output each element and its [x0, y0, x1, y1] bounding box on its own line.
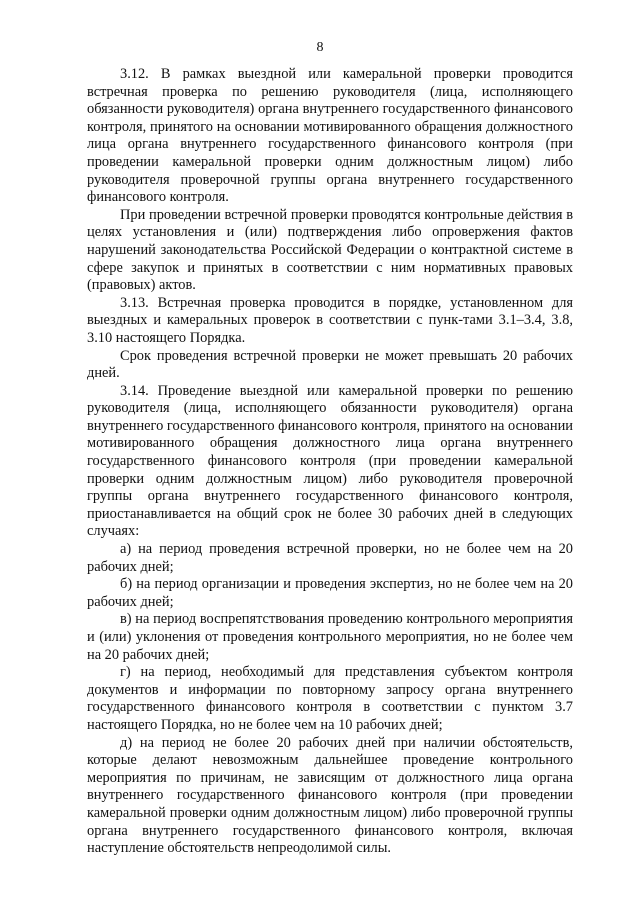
paragraph-3-12: 3.12. В рамках выездной или камеральной проверки проводится встречная проверка по решению руководителя (лица, исполняющего обязанности руководителя) органа внутреннего государственного финансового контроля, принятого на основании мотивированного обращения должностного лица органа внутреннего государственного финансового контроля (при проведении камеральной проверки одним должностным лицом) либо руководителя проверочной группы органа внутреннего государственного финансового контроля. — [87, 66, 573, 206]
paragraph-counter-check-term: Срок проведения встречной проверки не может превышать 20 рабочих дней. — [87, 347, 573, 382]
page-number: 8 — [316, 40, 324, 55]
list-item-d: д) на период не более 20 рабочих дней при наличии обстоятельств, которые делают невозможным дальнейшее проведение контрольного мероприятия по причинам, не зависящим от должностного лица органа внутреннего государственного финансового контроля (при проведении камеральной проверки одним должностным лицом) либо проверочной группы органа внутреннего государственного финансового контроля, включая наступление обстоятельств непреодолимой силы. — [87, 734, 573, 857]
list-item-v: в) на период воспрепятствования проведению контрольного мероприятия и (или) уклонения от проведения контрольного мероприятия, но не более чем на 20 рабочих дней; — [87, 611, 573, 663]
list-item-b: б) на период организации и проведения экспертиз, но не более чем на 20 рабочих дней; — [87, 576, 573, 610]
paragraph-3-14: 3.14. Проведение выездной или камеральной проверки по решению руководителя (лица, исполняющего обязанности руководителя) органа внутреннего государственного финансового контроля, принятого на основании мотивированного обращения должностного лица органа внутреннего государственного финансового контроля (при проведении камеральной проверки одним должностным лицом) либо руководителя проверочной группы органа внутреннего государственного финансового контроля, приостанавливается на общий срок не более 30 рабочих дней в следующих случаях: — [87, 382, 573, 540]
document-body — [87, 66, 573, 858]
paragraph-counter-check-actions: При проведении встречной проверки проводятся контрольные действия в целях установления и (или) подтверждения либо опровержения фактов нарушений законодательства Российской Федерации о контрактной системе в сфере закупок и принятых в соответствии с ним нормативных правовых (правовых) актов. — [87, 206, 573, 294]
list-item-a: а) на период проведения встречной проверки, но не более чем на 20 рабочих дней; — [87, 541, 573, 575]
list-item-g: г) на период, необходимый для представления субъектом контроля документов и информации по повторному запросу органа внутреннего государственного финансового контроля в соответствии с пунктом 3.7 настоящего Порядка, но не более чем на 10 рабочих дней; — [87, 664, 573, 733]
paragraph-3-13: 3.13. Встречная проверка проводится в порядке, установленном для выездных и камеральных проверок в соответствии с пунк-тами 3.1–3.4, 3.8, 3.10 настоящего Порядка. — [87, 294, 573, 346]
